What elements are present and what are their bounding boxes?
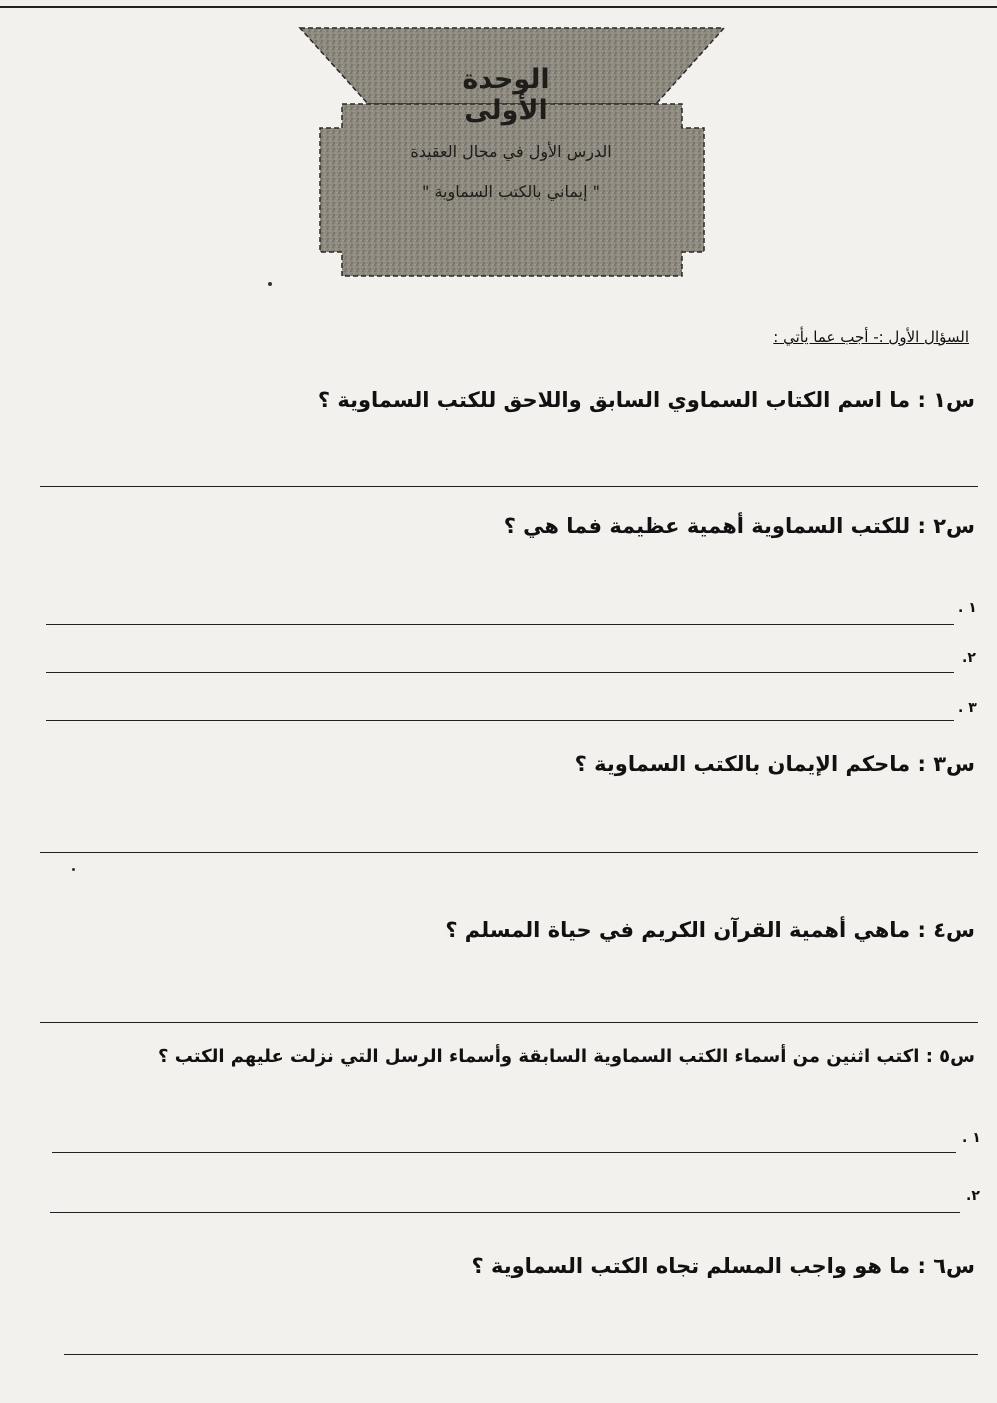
question-6: س٦ : ما هو واجب المسلم تجاه الكتب السماوية ؟ bbox=[471, 1254, 975, 1278]
answer-line[interactable] bbox=[64, 1354, 978, 1355]
question-3: س٣ : ماحكم الإيمان بالكتب السماوية ؟ bbox=[574, 752, 975, 776]
question-4: س٤ : ماهي أهمية القرآن الكريم في حياة المسلم ؟ bbox=[445, 918, 975, 942]
lesson-topic: " إيماني بالكتب السماوية " bbox=[422, 182, 600, 201]
answer-line[interactable] bbox=[52, 1152, 956, 1153]
item-number: ٣ . bbox=[958, 700, 977, 716]
lesson-subtitle: الدرس الأول في مجال العقيدة bbox=[410, 142, 612, 161]
answer-line[interactable] bbox=[46, 624, 954, 625]
item-number: ٢. bbox=[966, 1188, 980, 1204]
item-number: ٢. bbox=[962, 650, 976, 666]
item-number: ١ . bbox=[958, 600, 977, 616]
title-banner bbox=[296, 24, 728, 282]
answer-line[interactable] bbox=[40, 1022, 978, 1023]
section-heading: السؤال الأول :- أجب عما يأتي : bbox=[773, 328, 969, 346]
question-5: س٥ : اكتب اثنين من أسماء الكتب السماوية السابقة وأسماء الرسل التي نزلت عليهم الكتب ؟ bbox=[158, 1046, 975, 1067]
answer-line[interactable] bbox=[40, 852, 978, 853]
answer-line[interactable] bbox=[46, 720, 954, 721]
top-border-line bbox=[0, 6, 997, 8]
answer-line[interactable] bbox=[40, 486, 978, 487]
answer-line[interactable] bbox=[50, 1212, 960, 1213]
question-2: س٢ : للكتب السماوية أهمية عظيمة فما هي ؟ bbox=[503, 514, 975, 538]
scan-speck bbox=[268, 282, 272, 286]
question-1: س١ : ما اسم الكتاب السماوي السابق واللاحق للكتب السماوية ؟ bbox=[317, 388, 975, 412]
item-number: ١ . bbox=[962, 1130, 981, 1146]
unit-title: الوحدة الأولى bbox=[462, 64, 550, 126]
scan-speck bbox=[72, 868, 75, 871]
answer-line[interactable] bbox=[46, 672, 954, 673]
